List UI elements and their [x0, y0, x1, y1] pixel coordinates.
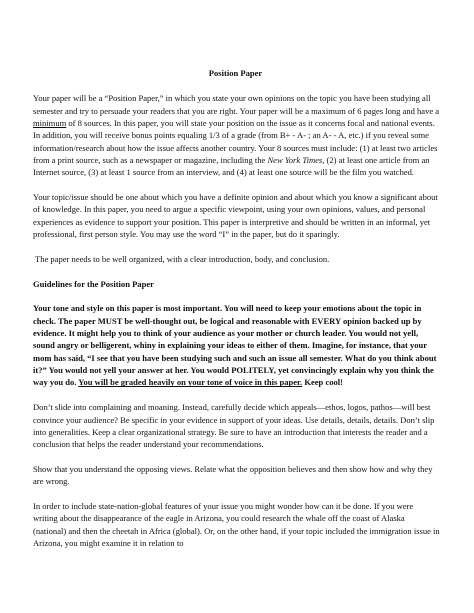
paragraph-intro-text-c: (2) at least one article from an Internet source, (3) at least 1 source from an interview, and (4) at least one source will be the film you watched. [33, 155, 430, 178]
paragraph-intro-text-a: Your paper will be a “Position Paper,” in which you state your own opinions on the topic you have been studying all semester and try to persuade your readers that you are right. Your paper will be a maximum of 6 pages long and have a [33, 93, 440, 116]
guidelines-heading: Guidelines for the Position Paper [33, 278, 154, 289]
paragraph-opposing-views: Show that you understand the opposing views. Relate what the opposition believes and then show how and why they are wrong. [33, 463, 433, 487]
paragraph-organization: The paper needs to be well organized, with a clear introduction, body, and conclusion. [35, 253, 330, 264]
paragraph-tone-text-a: Your tone and style on this paper is most important. You will need to keep your emotions about the topic in check. The paper MUST be well-thought out, be logical and reasonable with EVERY opinion backed up by evidence. It might help you to think of your audience as your mother or church leader. You would not yell, sound angry or belligerent, whiny in explaining your ideas to either of them. Imagine, for instance, that your mom has said, “I see that you have been studying such and such an issue all semester. What do you think about it?” You would not yell your answer at her. You would POLITELY, yet convincingly explain why you think the way you do. [33, 303, 437, 388]
paragraph-tone-text-b: Keep cool! [302, 377, 344, 388]
paragraph-topic: Your topic/issue should be one about which you have a definite opinion and about which you know a significant about of knowledge. In this paper, you need to argue a specific viewpoint, using your own opinions, values, and personal experiences as evidence to support your position. This paper is interpretive and should be written in an informal, yet professional, first person style. You may use the word “I” in the paper, but do it sparingly. [33, 192, 438, 240]
paragraph-tone [33, 302, 440, 388]
paragraph-appeals: Don’t slide into complaining and moaning. Instead, carefully decide which appeals—ethos, logos, pathos—will best convince your audience? Be specific in your evidence in support of your ideas. Use details, details, details. Don’t slip into generalities. Keep a clear organizational strategy. Be sure to have an introduction that interests the reader and a conclusion that helps the reader understand your recommendations. [33, 402, 435, 450]
paragraph-state-nation-global: In order to include state-nation-global features of your issue you might wonder how can it be done. If you were writing about the disappearance of the eagle in Arizona, you could research the whale off the coast of Alaska (national) and then the cheetah in Africa (global). Or, on the other hand, if your topic included the immigration issue in Arizona, you might examine it in relation to [33, 501, 440, 549]
paragraph-intro [33, 92, 440, 178]
graded-tone-underlined-text: You will be graded heavily on your tone of voice in this paper. [78, 377, 303, 388]
document-title: Position Paper [208, 68, 263, 78]
paragraph-intro-text-b: of 8 sources. In this paper, you will state your position on the issue as it concerns focal and national events. In addition, you will receive bonus points equaling 1/3 of a grade (from B+ - A- ; an A- - A, etc.) if you reveal some information/research about how the issue affects another country. Your 8 sources must include: (1) at least two articles from a print source, such as a newspaper or magazine, including the [33, 118, 438, 166]
minimum-underlined-text: minimum [33, 118, 67, 129]
nyt-italic-text: New York Times, [267, 155, 325, 166]
